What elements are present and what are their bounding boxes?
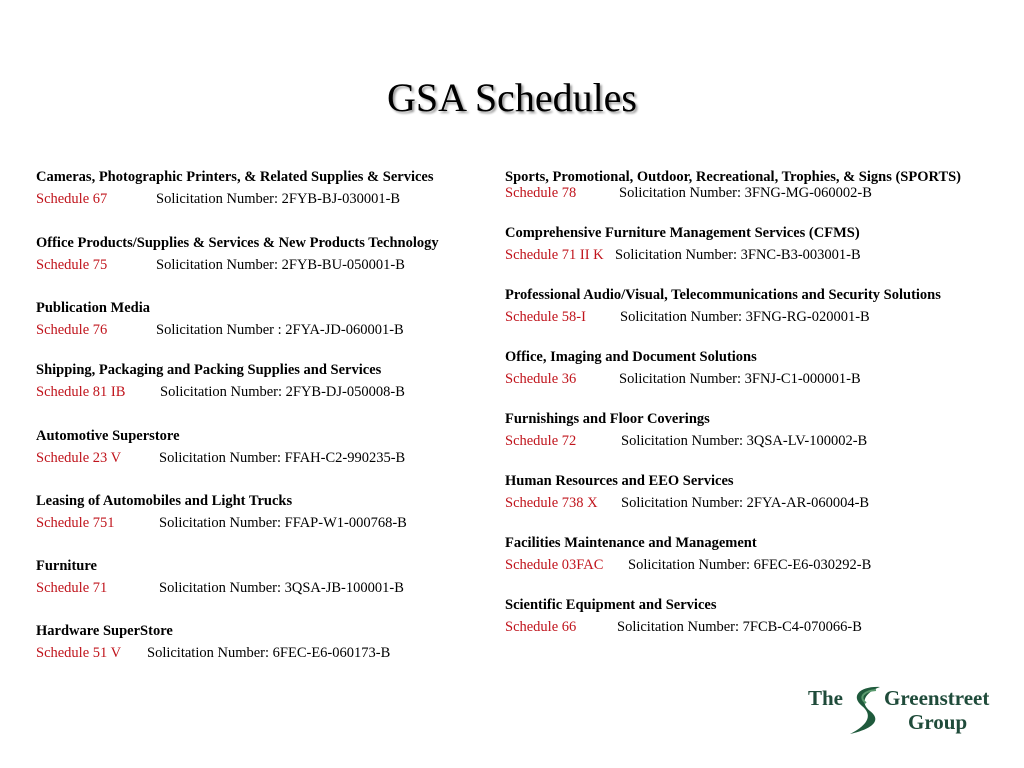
schedule-number: Schedule 78 (505, 185, 577, 201)
schedule-entry (505, 596, 1005, 637)
schedule-number: Schedule 75 (36, 257, 108, 273)
schedule-number: Schedule 81 IB (36, 384, 126, 400)
schedule-entry (505, 348, 1005, 389)
solicitation-number: Solicitation Number: 3FNC-B3-003001-B (615, 247, 861, 263)
solicitation-number: Solicitation Number: 2FYB-DJ-050008-B (160, 384, 405, 400)
schedule-entry (36, 168, 496, 209)
schedule-number: Schedule 03FAC (505, 557, 604, 573)
schedule-entry (36, 557, 496, 598)
schedule-name: Hardware SuperStore (36, 623, 173, 639)
solicitation-number: Solicitation Number: 6FEC-E6-060173-B (147, 645, 391, 661)
solicitation-number: Solicitation Number: 3QSA-JB-100001-B (159, 580, 404, 596)
schedule-name: Sports, Promotional, Outdoor, Recreational, Trophies, & Signs (SPORTS) (505, 169, 962, 185)
schedule-entry (36, 234, 496, 275)
solicitation-number: Solicitation Number: 7FCB-C4-070066-B (617, 619, 862, 635)
schedule-entry (505, 224, 1005, 265)
solicitation-number: Solicitation Number: 2FYA-AR-060004-B (621, 495, 870, 511)
schedule-entry (36, 492, 496, 533)
schedule-number: Schedule 58-I (505, 309, 586, 325)
logo-word-group: Group (908, 710, 968, 734)
schedule-entry (505, 286, 1005, 327)
schedule-entry (36, 361, 496, 402)
logo-word-the: The (808, 686, 844, 710)
schedule-name: Scientific Equipment and Services (505, 597, 717, 613)
schedule-number: Schedule 36 (505, 371, 577, 387)
schedule-name: Furnishings and Floor Coverings (505, 411, 710, 427)
page-title: GSA Schedules (387, 75, 637, 120)
schedule-number: Schedule 71 II K (505, 247, 604, 263)
schedule-number: Schedule 71 (36, 580, 108, 596)
schedule-number: Schedule 66 (505, 619, 577, 635)
green-s-swoosh-icon (846, 684, 886, 738)
logo-word-greenstreet: Greenstreet (884, 686, 990, 710)
schedule-entry (505, 168, 1005, 203)
schedule-entry (36, 622, 496, 663)
solicitation-number: Solicitation Number: 3FNJ-C1-000001-B (619, 371, 861, 387)
schedule-name: Facilities Maintenance and Management (505, 535, 757, 551)
schedule-entry (36, 299, 496, 340)
schedule-name: Comprehensive Furniture Management Services (CFMS) (505, 225, 860, 241)
solicitation-number: Solicitation Number : 2FYA-JD-060001-B (156, 322, 404, 338)
schedule-name: Cameras, Photographic Printers, & Related Supplies & Services (36, 169, 434, 185)
schedule-entry (36, 427, 496, 468)
schedule-number: Schedule 23 V (36, 450, 122, 466)
schedule-name: Furniture (36, 558, 97, 574)
schedule-number: Schedule 751 (36, 515, 115, 531)
schedule-name: Professional Audio/Visual, Telecommunications and Security Solutions (505, 287, 941, 303)
schedule-name: Publication Media (36, 300, 150, 316)
schedule-name: Leasing of Automobiles and Light Trucks (36, 493, 293, 509)
solicitation-number: Solicitation Number: 3FNG-RG-020001-B (620, 309, 870, 325)
solicitation-number: Solicitation Number: FFAH-C2-990235-B (159, 450, 406, 466)
solicitation-number: Solicitation Number: 2FYB-BU-050001-B (156, 257, 405, 273)
schedule-number: Schedule 72 (505, 433, 577, 449)
schedule-entry (505, 472, 1005, 513)
schedule-name: Automotive Superstore (36, 428, 180, 444)
left-column (36, 168, 496, 663)
greenstreet-group-logo (806, 684, 996, 740)
right-column (505, 168, 1005, 637)
schedule-entry (505, 410, 1005, 451)
schedule-name: Office, Imaging and Document Solutions (505, 349, 757, 365)
schedule-entry (505, 534, 1005, 575)
schedule-name: Office Products/Supplies & Services & New Products Technology (36, 235, 439, 251)
solicitation-number: Solicitation Number: FFAP-W1-000768-B (159, 515, 407, 531)
solicitation-number: Solicitation Number: 3QSA-LV-100002-B (621, 433, 868, 449)
schedule-name: Human Resources and EEO Services (505, 473, 734, 489)
solicitation-number: Solicitation Number: 2FYB-BJ-030001-B (156, 191, 401, 207)
schedule-name: Shipping, Packaging and Packing Supplies and Services (36, 362, 382, 378)
solicitation-number: Solicitation Number: 3FNG-MG-060002-B (619, 185, 872, 201)
solicitation-number: Solicitation Number: 6FEC-E6-030292-B (628, 557, 872, 573)
schedule-number: Schedule 76 (36, 322, 108, 338)
schedule-number: Schedule 738 X (505, 495, 598, 511)
schedule-number: Schedule 67 (36, 191, 108, 207)
schedule-number: Schedule 51 V (36, 645, 122, 661)
